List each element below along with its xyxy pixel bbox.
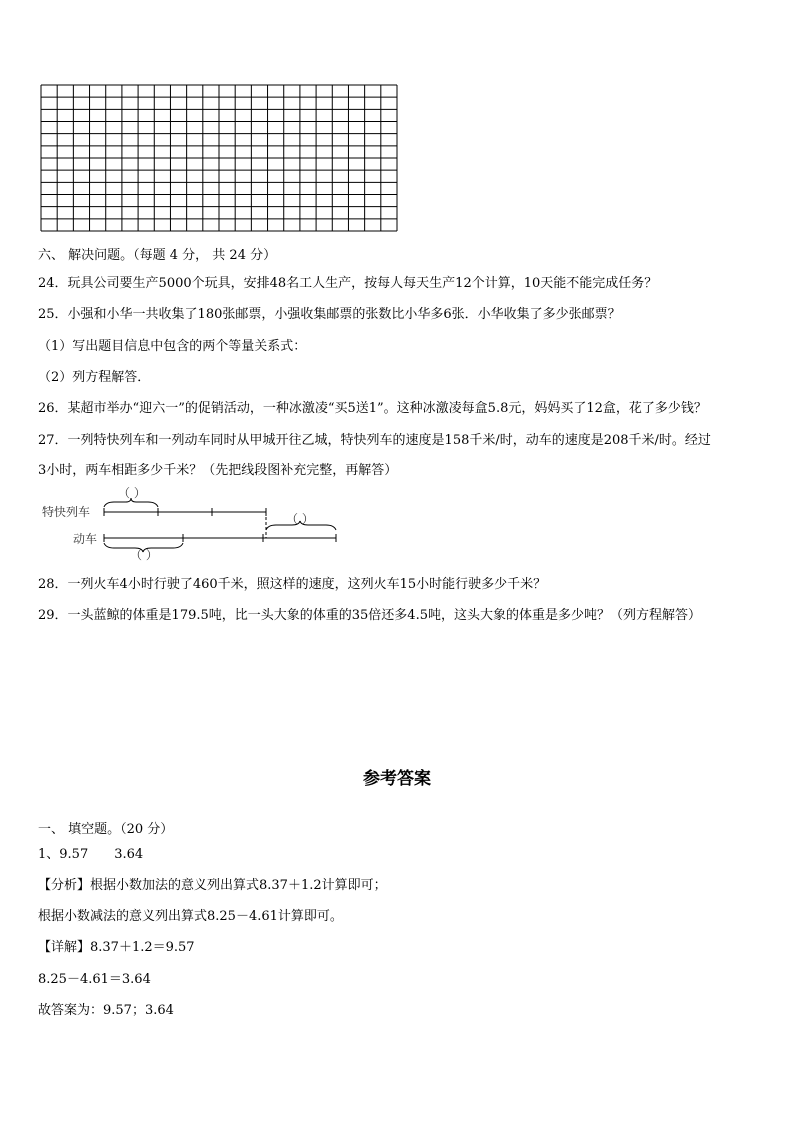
answer-grid: [40, 84, 398, 232]
answer-1: 1、9.57 3.64: [38, 847, 144, 862]
diagram-blank-top: （ ）: [118, 486, 146, 500]
question-27-line-2: 3小时，两车相距多少千米？（先把线段图补充完整，再解答）: [38, 463, 398, 478]
section-heading-6: 六、 解决问题。（每题 4 分， 共 24 分）: [38, 248, 277, 263]
answer-1-conclusion: 故答案为：9.57；3.64: [38, 1003, 174, 1018]
question-29: 29．一头蓝鲸的体重是179.5吨，比一头大象的体重的35倍还多4.5吨，这头大象的体重是多少吨？（列方程解答）: [38, 608, 701, 623]
answers-title: 参考答案: [363, 769, 431, 789]
question-26: 26．某超市举办“迎六一”的促销活动，一种冰激凌“买5送1”。这种冰激凌每盒5.8元，妈妈买了12盒，花了多少钱？: [38, 401, 707, 416]
diagram-label-express: 特快列车: [42, 505, 91, 519]
answers-section-1-heading: 一、 填空题。（20 分）: [38, 822, 174, 837]
question-25-part-1: （1）写出题目信息中包含的两个等量关系式：: [38, 339, 307, 354]
brace-top: [104, 498, 158, 507]
answer-1-analysis-2: 根据小数减法的意义列出算式8.25－4.61计算即可。: [38, 909, 343, 924]
answer-1-detail: 【详解】8.37＋1.2＝9.57: [38, 940, 195, 955]
question-27-line-1: 27．一列特快列车和一列动车同时从甲城开往乙城，特快列车的速度是158千米/时，动车的速度是208千米/时。经过: [38, 433, 711, 448]
question-28: 28．一列火车4小时行驶了460千米，照这样的速度，这列火车15小时能行驶多少千米？: [38, 577, 547, 592]
diagram-label-emu: 动车: [73, 532, 98, 546]
question-25: 25．小强和小华一共收集了180张邮票，小强收集邮票的张数比小华多6张．小华收集了多少张邮票？: [38, 307, 621, 322]
answer-1-analysis-1: 【分析】根据小数加法的意义列出算式8.37＋1.2计算即可；: [38, 878, 387, 893]
diagram-blank-right: （ ）: [286, 512, 314, 526]
question-24: 24．玩具公司要生产5000个玩具，安排48名工人生产，按每人每天生产12个计算，10天能不能完成任务？: [38, 276, 658, 291]
segment-diagram: [0, 490, 360, 560]
diagram-blank-bottom: （ ）: [130, 548, 158, 562]
question-25-part-2: （2）列方程解答．: [38, 370, 151, 385]
answer-1-calc: 8.25－4.61＝3.64: [38, 972, 151, 987]
brace-right: [266, 521, 336, 530]
brace-bottom: [104, 543, 183, 552]
